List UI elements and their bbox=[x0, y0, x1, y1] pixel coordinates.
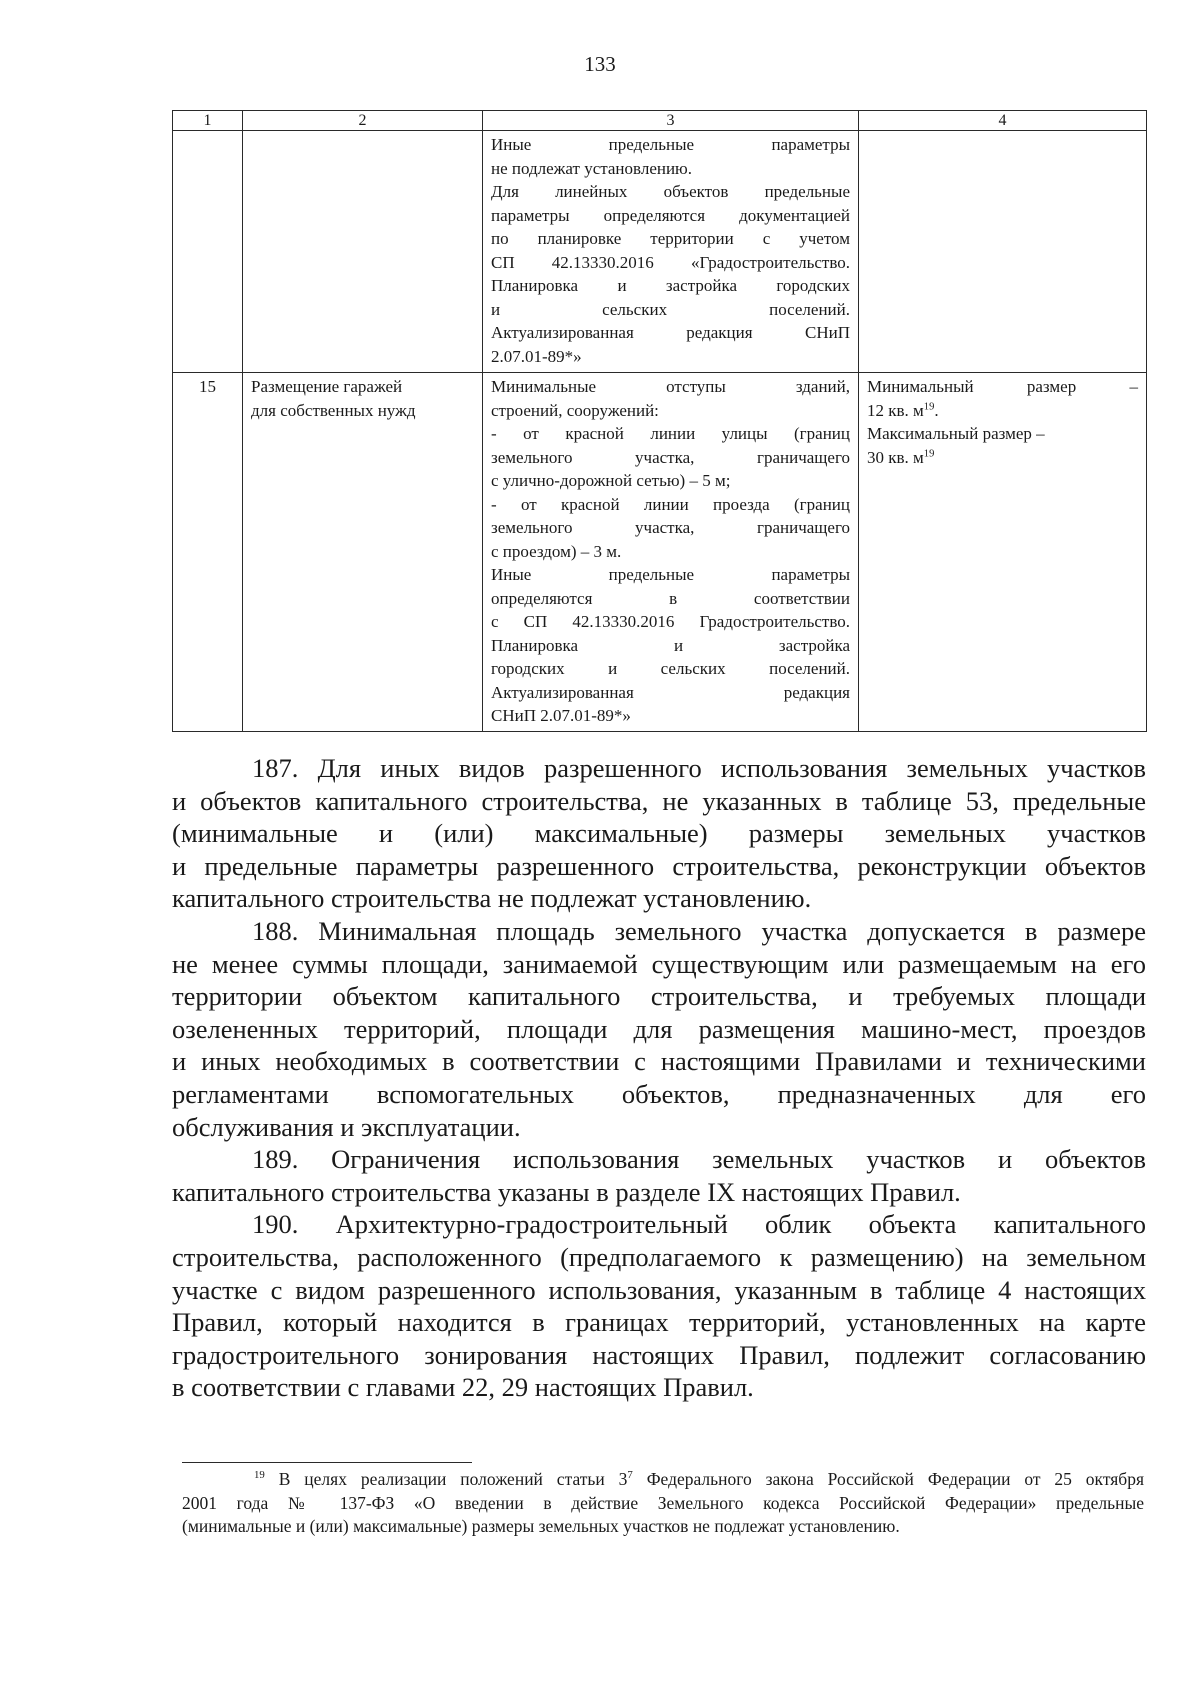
paragraph-line: не менее суммы площади, занимаемой существующим или размещаемым на его bbox=[172, 948, 1146, 979]
min-size-value: 12 кв. м bbox=[867, 400, 924, 420]
paragraph-line: капитального строительства не подлежат установлению. bbox=[172, 883, 812, 914]
footnote-ref: 19 bbox=[923, 447, 935, 459]
column-header: 1 bbox=[173, 111, 243, 131]
paragraph-line: и предельные параметры разрешенного строительства, реконструкции объектов bbox=[172, 850, 1146, 881]
sizes-cell bbox=[859, 373, 1147, 732]
cell-text-line: СП 42.13330.2016 «Градостроительство. bbox=[491, 252, 850, 272]
cell-text-line: определяются в соответствии bbox=[491, 588, 850, 608]
column-header: 3 bbox=[483, 111, 859, 131]
parameters-cell bbox=[483, 373, 859, 732]
cell-text-line: с проездом) – 3 м. bbox=[491, 541, 622, 561]
table-header-row bbox=[173, 111, 1147, 131]
paragraph-line: строительства, расположенного (предполагаемого к размещению) на земельном bbox=[172, 1241, 1146, 1272]
footnote bbox=[182, 1468, 1144, 1539]
sizes-cell bbox=[859, 131, 1147, 373]
max-size-label: Максимальный размер – bbox=[867, 424, 1045, 443]
paragraph-line: обслуживания и эксплуатации. bbox=[172, 1111, 521, 1142]
max-size-value-line bbox=[867, 446, 1138, 470]
cell-text-line: городских и сельских поселений. bbox=[491, 659, 850, 678]
column-header: 4 bbox=[859, 111, 1147, 131]
cell-text-line: - от красной линии улицы (границ bbox=[491, 424, 850, 443]
cell-text-line: с СП 42.13330.2016 Градостроительство. bbox=[491, 612, 850, 631]
paragraph-line: 188. Минимальная площадь земельного участка допускается в размере bbox=[252, 915, 1146, 946]
cell-text-line: Планировка и застройка bbox=[491, 635, 850, 655]
paragraph-line: и объектов капитального строительства, не указанных в таблице 53, предельные bbox=[172, 785, 1146, 816]
paragraph-line: 189. Ограничения использования земельных участков и объектов bbox=[252, 1144, 1146, 1175]
cell-text-line: и сельских поселений. bbox=[491, 299, 850, 319]
paragraph-line: 187. Для иных видов разрешенного использования земельных участков bbox=[252, 753, 1146, 783]
cell-text-line: с улично-дорожной сетью) – 5 м; bbox=[491, 471, 731, 490]
cell-text-line: Планировка и застройка городских bbox=[491, 276, 850, 295]
cell-text-line: Иные предельные параметры bbox=[491, 135, 850, 154]
paragraph-line: градостроительного зонирования настоящих Правил, подлежит согласованию bbox=[172, 1339, 1146, 1370]
cell-text-line: параметры определяются документацией bbox=[491, 205, 850, 225]
footnote-separator bbox=[182, 1462, 472, 1463]
footnote-line: (минимальные и (или) максимальные) размеры земельных участков не подлежат установлению. bbox=[182, 1516, 900, 1536]
cell-text-line: 2.07.01-89*» bbox=[491, 346, 582, 366]
article-superscript: 7 bbox=[627, 1469, 633, 1482]
paragraph-line: Правил, который находится в границах территорий, установленных на карте bbox=[172, 1307, 1146, 1338]
table-row bbox=[173, 131, 1147, 373]
page-number: 133 bbox=[584, 52, 616, 76]
cell-text-line: по планировке территории с учетом bbox=[491, 229, 850, 248]
paragraph-line: и иных необходимых в соответствии с настоящими Правилами и техническими bbox=[172, 1046, 1146, 1077]
cell-text-line: земельного участка, граничащего bbox=[491, 447, 850, 467]
footnote-line bbox=[182, 1468, 1144, 1492]
cell-text-line: Минимальные отступы зданий, bbox=[491, 377, 850, 396]
body-text bbox=[172, 752, 1146, 1404]
paragraph-line: территории объектом капитального строительства, и требуемых площади bbox=[172, 981, 1146, 1012]
footnote-marker: 19 bbox=[254, 1469, 265, 1482]
cell-text-line: - от красной линии проезда (границ bbox=[491, 494, 850, 514]
use-type-cell bbox=[243, 131, 483, 373]
cell-text-line: Размещение гаражей bbox=[251, 377, 403, 396]
cell-text-line: Иные предельные параметры bbox=[491, 565, 850, 584]
cell-text-line: Актуализированная редакция СНиП bbox=[491, 323, 850, 342]
cell-text-line: Актуализированная редакция bbox=[491, 682, 850, 702]
column-header: 2 bbox=[243, 111, 483, 131]
min-size-label: Минимальный размер – bbox=[867, 377, 1138, 396]
paragraph-line: регламентами вспомогательных объектов, предназначенных для его bbox=[172, 1078, 1146, 1109]
paragraph-line: 190. Архитектурно-градостроительный облик объекта капитального bbox=[252, 1209, 1146, 1240]
table-row bbox=[173, 373, 1147, 732]
cell-text-line: строений, сооружений: bbox=[491, 400, 659, 420]
footnote-text: В целях реализации положений статьи 3 bbox=[278, 1469, 628, 1489]
min-size-value-line bbox=[867, 399, 1138, 423]
row-number bbox=[173, 131, 243, 373]
cell-text-line: не подлежат установлению. bbox=[491, 158, 693, 178]
footnote-text: Федерального закона Российской Федерации от 25 октября bbox=[632, 1469, 1144, 1489]
cell-text-line: СНиП 2.07.01-89*» bbox=[491, 706, 631, 725]
min-size-end: . bbox=[934, 400, 939, 420]
row-number: 15 bbox=[173, 373, 243, 732]
cell-text-line: Для линейных объектов предельные bbox=[491, 182, 850, 201]
paragraph-line: в соответствии с главами 22, 29 настоящих Правил. bbox=[172, 1372, 754, 1403]
max-size-value: 30 кв. м bbox=[867, 447, 924, 467]
footnote-ref: 19 bbox=[923, 400, 935, 412]
cell-text-line: для собственных нужд bbox=[251, 400, 416, 420]
paragraph-line: капитального строительства указаны в разделе IX настоящих Правил. bbox=[172, 1176, 961, 1207]
paragraph-line: участке с видом разрешенного использования, указанным в таблице 4 настоящих bbox=[172, 1274, 1146, 1305]
parameters-cell bbox=[483, 131, 859, 373]
use-type-cell bbox=[243, 373, 483, 732]
paragraph-line: озелененных территорий, площади для размещения машино-мест, проездов bbox=[172, 1013, 1146, 1044]
regulations-table bbox=[172, 110, 1147, 732]
footnote-line: 2001 года № 137-ФЗ «О введении в действие Земельного кодекса Российской Федерации» предельные bbox=[182, 1492, 1144, 1513]
cell-text-line: земельного участка, граничащего bbox=[491, 518, 850, 537]
paragraph-line: (минимальные и (или) максимальные) размеры земельных участков bbox=[172, 818, 1146, 849]
